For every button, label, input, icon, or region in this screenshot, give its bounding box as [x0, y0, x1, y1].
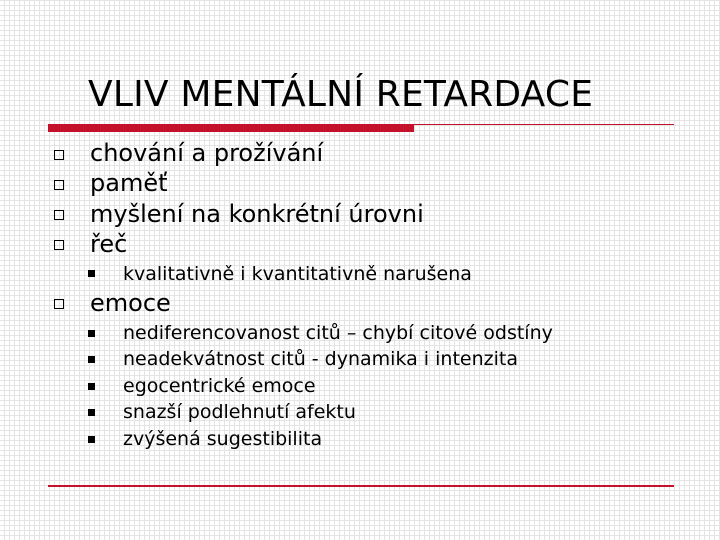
- bullet-text: paměť: [90, 169, 168, 197]
- sub-bullet-text: nediferencovanost citů – chybí citové odstíny: [123, 322, 553, 344]
- filled-square-bullet-icon: [88, 330, 95, 337]
- hollow-square-bullet-icon: [54, 180, 64, 190]
- sub-bullet-text: kvalitativně i kvantitativně narušena: [123, 263, 472, 285]
- hollow-square-bullet-icon: [54, 240, 64, 250]
- hollow-square-bullet-icon: [54, 299, 64, 309]
- bullet-text: emoce: [90, 289, 171, 317]
- sub-bullet-text: snazší podlehnutí afektu: [123, 401, 356, 423]
- sub-bullet-text: egocentrické emoce: [123, 375, 316, 397]
- title-underline-accent: [48, 124, 414, 132]
- sub-bullet-text: neadekvátnost citů - dynamika i intenzita: [123, 348, 518, 370]
- bullet-text: chování a prožívání: [90, 139, 324, 167]
- bullet-text: řeč: [90, 230, 128, 258]
- filled-square-bullet-icon: [88, 436, 95, 443]
- footer-rule: [48, 485, 674, 487]
- filled-square-bullet-icon: [88, 270, 95, 277]
- hollow-square-bullet-icon: [54, 210, 64, 220]
- filled-square-bullet-icon: [88, 409, 95, 416]
- filled-square-bullet-icon: [88, 383, 95, 390]
- slide-title: VLIV MENTÁLNÍ RETARDACE: [88, 74, 594, 115]
- filled-square-bullet-icon: [88, 356, 95, 363]
- sub-bullet-text: zvýšená sugestibilita: [123, 428, 323, 450]
- bullet-text: myšlení na konkrétní úrovni: [90, 200, 424, 228]
- hollow-square-bullet-icon: [54, 150, 64, 160]
